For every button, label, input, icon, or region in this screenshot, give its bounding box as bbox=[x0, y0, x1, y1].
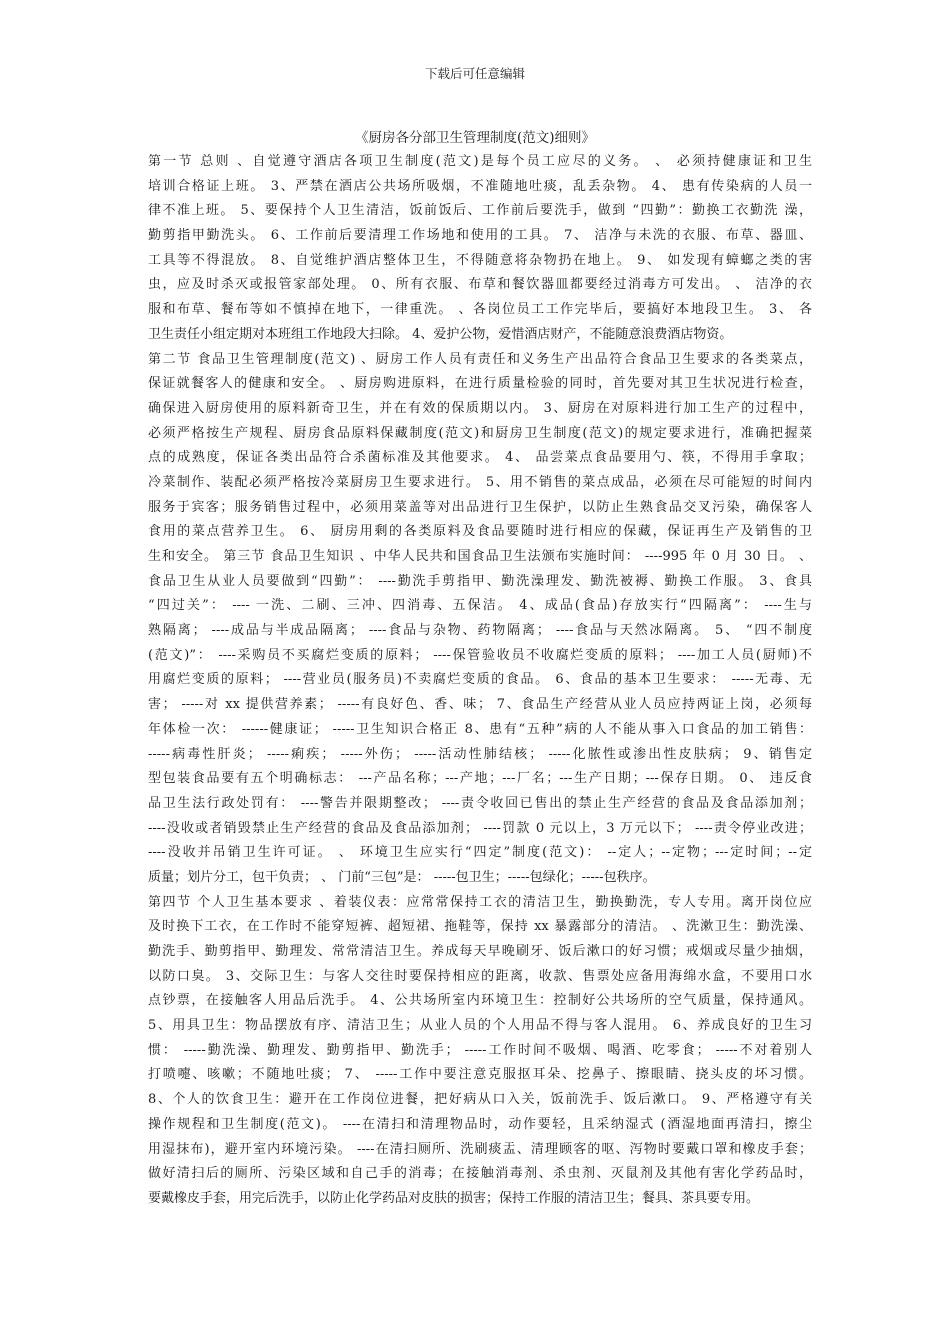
text-line: 保证就餐客人的健康和安全。 、厨房购进原料，在进行质量检验的同时，首先要对其卫生状况进行检查， bbox=[148, 376, 812, 392]
text-line: 型包装食品要有五个明确标志： ---产品名称；---产地；---厂名；---生产日期；---保存日期。 0、 违反食 bbox=[148, 771, 812, 787]
text-line: 服务于宾客；服务销售过程中，必须用菜盖等对出品进行卫生保护，以防止生熟食品交叉污染，确保客人 bbox=[148, 499, 812, 515]
text-line: 5、用具卫生：物品摆放有序、清洁卫生；从业人员的个人用品不得与客人混用。 6、养成良好的卫生习 bbox=[148, 1018, 812, 1034]
text-line: 第一节 总则 、自觉遵守酒店各项卫生制度(范文)是每个员工应尽的义务。 、 必须持健康证和卫生 bbox=[148, 154, 812, 169]
text-line: 打喷嚏、咳嗽；不随地吐痰； 7、 -----工作中要注意克服抠耳朵、挖鼻子、擦眼睛、挠头皮的坏习惯。 bbox=[148, 1067, 812, 1083]
text-line: 做好清扫后的厕所、污染区域和自己手的消毒；在接触消毒剂、杀虫剂、灭鼠剂及其他有害化学药品时， bbox=[148, 1166, 812, 1182]
text-line: 要戴橡皮手套，用完后洗手，以防止化学药品对皮肤的损害；保持工作服的清洁卫生；餐具、茶具要专用。 bbox=[148, 1190, 760, 1206]
text-line: 勤洗手、勤剪指甲、勤理发、常常清洁卫生。养成每天早晚刷牙、饭后漱口的好习惯；戒烟或尽量少抽烟， bbox=[148, 944, 812, 959]
text-line: 卫生责任小组定期对本班组工作地段大扫除。 4、爱护公物，爱惜酒店财产，不能随意浪费酒店物资。 bbox=[148, 326, 733, 342]
text-line: ----没收并吊销卫生许可证。 、 环境卫生应实行“四定”制度(范文)： --定人；--定物；---定时间；--定 bbox=[148, 845, 812, 861]
text-line: 勤剪指甲勤洗头。 6、工作前后要清理工作场地和使用的工具。 7、 洁净与未洗的衣服、布草、器皿、 bbox=[148, 228, 812, 244]
text-line: 冷菜制作、装配必须严格按冷菜厨房卫生要求进行。 5、用不销售的菜点成品，必须在尽可能短的时间内 bbox=[148, 474, 812, 490]
text-line: 确保进入厨房使用的原料新奇卫生，并在有效的保质期以内。 3、厨房在对原料进行加工生产的过程中， bbox=[148, 400, 812, 416]
text-line: 质量；划片分工，包干负责； 、 门前“三包”是： -----包卫生；-----包绿化；-----包秩序。 bbox=[148, 869, 656, 885]
text-line: 第四节 个人卫生基本要求 、着装仪表：应常常保持工衣的清洁卫生，勤换勤洗，专人专用。离开岗位应 bbox=[148, 894, 812, 910]
text-line: 熟隔离； ----成品与半成品隔离； ----食品与杂物、药物隔离； ----食品与天然冰隔离。 5、 “四不制度 bbox=[148, 623, 812, 639]
text-line: 律不准上班。 5、要保持个人卫生清洁，饭前饭后、工作前后要洗手，做到 “四勤”：勤换工衣勤洗 澡， bbox=[148, 203, 812, 219]
text-line: 食用的菜点营养卫生。 6、 厨房用剩的各类原料及食品要随时进行相应的保藏，保证再生产及销售的卫 bbox=[148, 524, 812, 540]
text-line: -----病毒性肝炎； -----痢疾； -----外伤； -----活动性肺结核； -----化脓性或渗出性皮肤病； 9、销售定 bbox=[148, 746, 812, 762]
text-line: 工具等不得混放。 8、自觉维护酒店整体卫生，不得随意将杂物扔在地上。 9、 如发现有蟑螂之类的害 bbox=[148, 252, 812, 268]
text-line: 服和布草、餐布等如不慎掉在地下，一律重洗。 、各岗位员工工作完毕后，要搞好本地段卫生。 3、 各 bbox=[148, 302, 812, 318]
text-line: 操作规程和卫生制度(范文)。 ----在清扫和清理物品时，动作要轻，且采纳湿式 (酒湿地面再清扫，擦尘 bbox=[148, 1116, 812, 1132]
text-line: 生和安全。 第三节 食品卫生知识 、中华人民共和国食品卫生法颁布实施时间： ----995 年 0 月 30 日。 、 bbox=[148, 549, 812, 564]
text-line: 必须严格按生产规程、厨房食品原料保藏制度(范文)和厨房卫生制度(范文)的规定要求进行，准确把握菜 bbox=[148, 425, 812, 441]
text-line: 惯： -----勤洗澡、勤理发、勤剪指甲、勤洗手； -----工作时间不吸烟、喝酒、吃零食； -----不对着别人 bbox=[148, 1042, 812, 1058]
text-line: 虫，应及时杀灭或报管家部处理。 0、所有衣服、布草和餐饮器皿都要经过消毒方可发出。 、 洁净的衣 bbox=[148, 277, 812, 293]
text-line: (范文)”： ----采购员不买腐烂变质的原料； ----保管验收员不收腐烂变质的原料； ----加工人员(厨师)不 bbox=[148, 647, 812, 663]
text-line: 培训合格证上班。 3、严禁在酒店公共场所吸烟，不准随地吐痰，乱丢杂物。 4、 患有传染病的人员一 bbox=[148, 178, 812, 194]
text-line: 年体检一次： ------健康证； -----卫生知识合格正 8、患有“五种”病的人不能从事入口食品的加工销售： bbox=[148, 721, 812, 737]
page-header: 下载后可任意编辑 bbox=[424, 66, 525, 81]
text-line: ----没收或者销毁禁止生产经营的食品及食品添加剂； ----罚款 0 元以上，3 万元以下； ----责令停业改进； bbox=[148, 820, 812, 836]
text-line: 用腐烂变质的原料； ----营业员(服务员)不卖腐烂变质的食品。 6、食品的基本卫生要求： -----无毒、无 bbox=[148, 672, 812, 688]
text-line: 品卫生法行政处罚有： ----警告并限期整改； ----责令收回已售出的禁止生产经营的食品及食品添加剂； bbox=[148, 795, 812, 811]
text-line: 第二节 食品卫生管理制度(范文) 、厨房工作人员有责任和义务生产出品符合食品卫生要求的各类菜点， bbox=[148, 351, 812, 367]
text-line: 8、个人的饮食卫生：避开在工作岗位进餐，把好病从口入关，饭前洗手、饭后漱口。 9、严格遵守有关 bbox=[148, 1092, 812, 1108]
text-line: 及时换下工衣，在工作时不能穿短裤、超短裙、拖鞋等，保持 xx 暴露部分的清洁。 、洗漱卫生：勤洗澡、 bbox=[148, 919, 812, 935]
document-title: 《厨房各分部卫生管理制度(范文)细则》 bbox=[354, 130, 596, 146]
text-line: 以防口臭。 3、交际卫生：与客人交往时要保持相应的距离，收款、售票处应备用海绵水盒，不要用口水 bbox=[148, 968, 812, 984]
text-line: “四过关”： ---- 一洗、二刷、三冲、四消毒、五保洁。 4、成品(食品)存放实行“四隔离”： ----生与 bbox=[148, 598, 812, 614]
text-line: 点的成熟度，保证各类出品符合杀菌标准及其他要求。 4、 品尝菜点食品要用勺、筷，不得用手拿取； bbox=[148, 450, 812, 466]
text-line: 食品卫生从业人员要做到“四勤”： ----勤洗手剪指甲、勤洗澡理发、勤洗被褥、勤换工作服。 3、食具 bbox=[148, 573, 812, 589]
text-line: 点钞票，在接触客人用品后洗手。 4、公共场所室内环境卫生：控制好公共场所的空气质量，保持通风。 bbox=[148, 993, 812, 1009]
text-line: 用湿抹布)，避开室内环境污染。 ----在清扫厕所、洗刷痰盂、清理顾客的呕、泻物时要戴口罩和橡皮手套； bbox=[148, 1141, 812, 1157]
document-body bbox=[148, 150, 812, 1212]
text-line: 害； -----对 xx 提供营养素； -----有良好色、香、味； 7、食品生产经营从业人员应持两证上岗，必须每 bbox=[148, 697, 812, 713]
